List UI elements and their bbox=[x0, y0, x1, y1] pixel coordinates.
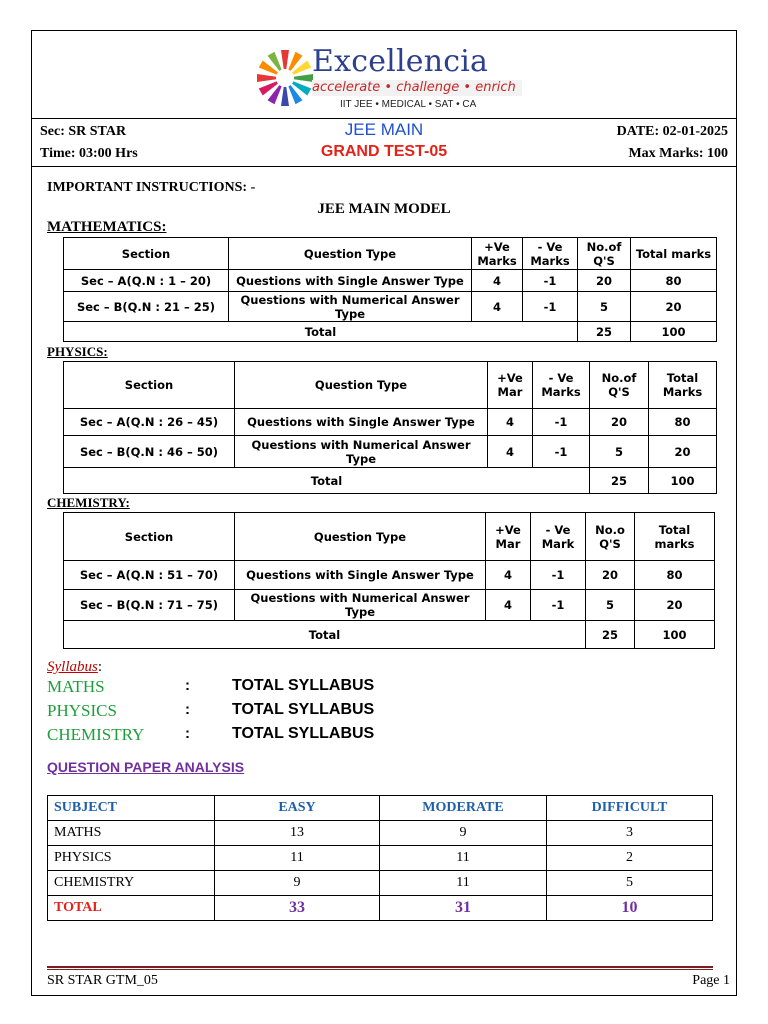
footer-rule-thin bbox=[47, 969, 713, 970]
header-cell: Section bbox=[64, 238, 229, 270]
table-cell: 4 bbox=[488, 436, 533, 468]
table-cell: Questions with Single Answer Type bbox=[235, 409, 488, 436]
header-bottom-rule bbox=[31, 166, 737, 167]
table-row bbox=[64, 292, 717, 322]
header-cell: - Ve Marks bbox=[523, 238, 578, 270]
table-row bbox=[48, 821, 713, 846]
maths-section-table bbox=[63, 237, 717, 342]
physics-section-table bbox=[63, 361, 717, 494]
logo-subtitle: IIT JEE • MEDICAL • SAT • CA bbox=[340, 99, 477, 110]
table-cell: 4 bbox=[472, 292, 523, 322]
header-cell: DIFFICULT bbox=[547, 796, 713, 821]
subject-heading-physics: PHYSICS: bbox=[47, 344, 108, 359]
max-marks-label: Max Marks: 100 bbox=[628, 146, 728, 161]
table-cell: -1 bbox=[533, 409, 590, 436]
table-cell: 9 bbox=[380, 821, 547, 846]
table-cell: Sec – A(Q.N : 26 – 45) bbox=[64, 409, 235, 436]
syllabus-subject: PHYSICS bbox=[47, 701, 117, 720]
total-marks: 100 bbox=[649, 468, 717, 494]
table-cell: Questions with Numerical Answer Type bbox=[235, 436, 488, 468]
table-cell: 9 bbox=[215, 871, 380, 896]
table-row bbox=[48, 871, 713, 896]
total-questions: 25 bbox=[578, 322, 631, 342]
table-cell: 5 bbox=[586, 590, 635, 621]
analysis-total-row bbox=[48, 896, 713, 921]
table-cell: Questions with Single Answer Type bbox=[229, 270, 472, 292]
excellencia-logo bbox=[255, 44, 525, 116]
table-cell: 5 bbox=[590, 436, 649, 468]
table-cell: -1 bbox=[523, 292, 578, 322]
total-marks: 100 bbox=[635, 621, 715, 649]
header-cell: Total marks bbox=[635, 513, 715, 561]
subject-heading-chemistry: CHEMISTRY: bbox=[47, 495, 130, 510]
section-label: Sec: SR STAR bbox=[40, 124, 127, 139]
header-cell: Question Type bbox=[235, 513, 486, 561]
table-cell: 11 bbox=[380, 846, 547, 871]
table-cell: 4 bbox=[488, 409, 533, 436]
header-cell: No.of Q'S bbox=[578, 238, 631, 270]
table-cell: Sec – A(Q.N : 51 – 70) bbox=[64, 561, 235, 590]
table-cell: 20 bbox=[635, 590, 715, 621]
syllabus-label: Syllabus bbox=[47, 659, 98, 675]
header-cell: Section bbox=[64, 362, 235, 409]
page-number: Page 1 bbox=[692, 973, 730, 988]
table-cell: 20 bbox=[590, 409, 649, 436]
table-cell: -1 bbox=[531, 561, 586, 590]
table-row bbox=[64, 561, 715, 590]
table-cell: 20 bbox=[631, 292, 717, 322]
analysis-header-row bbox=[48, 796, 713, 821]
table-total-row bbox=[64, 621, 715, 649]
header-cell: Section bbox=[64, 513, 235, 561]
header-cell: MODERATE bbox=[380, 796, 547, 821]
table-cell: 5 bbox=[547, 871, 713, 896]
table-cell: Sec – B(Q.N : 71 – 75) bbox=[64, 590, 235, 621]
table-cell: 20 bbox=[586, 561, 635, 590]
table-row bbox=[64, 590, 715, 621]
table-cell: Questions with Numerical Answer Type bbox=[229, 292, 472, 322]
table-cell: -1 bbox=[531, 590, 586, 621]
header-cell: SUBJECT bbox=[48, 796, 215, 821]
table-cell: 20 bbox=[649, 436, 717, 468]
model-title: JEE MAIN MODEL bbox=[317, 201, 451, 217]
table-total-row bbox=[64, 468, 717, 494]
syllabus-value: TOTAL SYLLABUS bbox=[232, 701, 375, 718]
table-cell: 11 bbox=[215, 846, 380, 871]
table-cell: 11 bbox=[380, 871, 547, 896]
header-cell: No.o Q'S bbox=[586, 513, 635, 561]
syllabus-subject: MATHS bbox=[47, 677, 105, 696]
analysis-heading: QUESTION PAPER ANALYSIS bbox=[47, 759, 245, 775]
header-top-rule bbox=[31, 118, 737, 119]
header-cell: EASY bbox=[215, 796, 380, 821]
table-row bbox=[48, 846, 713, 871]
header-cell: Question Type bbox=[229, 238, 472, 270]
table-header-row bbox=[64, 362, 717, 409]
table-header-row bbox=[64, 513, 715, 561]
table-row bbox=[64, 409, 717, 436]
table-total-row bbox=[64, 322, 717, 342]
header-cell: +Ve Mar bbox=[486, 513, 531, 561]
table-cell: Sec – B(Q.N : 46 – 50) bbox=[64, 436, 235, 468]
table-cell: Questions with Single Answer Type bbox=[235, 561, 486, 590]
table-cell: 2 bbox=[547, 846, 713, 871]
table-cell: CHEMISTRY bbox=[48, 871, 215, 896]
syllabus-subject: CHEMISTRY bbox=[47, 725, 145, 744]
logo-wordmark: Excellencia bbox=[312, 44, 489, 79]
table-cell: 80 bbox=[635, 561, 715, 590]
header-cell: Question Type bbox=[235, 362, 488, 409]
total-label: TOTAL bbox=[48, 896, 215, 921]
table-cell: -1 bbox=[533, 436, 590, 468]
table-cell: Sec – A(Q.N : 1 – 20) bbox=[64, 270, 229, 292]
header-cell: +Ve Mar bbox=[488, 362, 533, 409]
syllabus-colon: : bbox=[185, 701, 190, 718]
table-cell: MATHS bbox=[48, 821, 215, 846]
table-header-row bbox=[64, 238, 717, 270]
chemistry-section-table bbox=[63, 512, 715, 649]
table-row bbox=[64, 270, 717, 292]
table-cell: 4 bbox=[486, 561, 531, 590]
total-moderate: 31 bbox=[380, 896, 547, 921]
table-cell: 5 bbox=[578, 292, 631, 322]
instructions-heading: IMPORTANT INSTRUCTIONS: - bbox=[47, 180, 256, 195]
table-cell: 80 bbox=[649, 409, 717, 436]
total-questions: 25 bbox=[586, 621, 635, 649]
total-difficult: 10 bbox=[547, 896, 713, 921]
time-label: Time: 03:00 Hrs bbox=[40, 146, 138, 161]
total-label: Total bbox=[64, 621, 586, 649]
footer-rule bbox=[47, 966, 713, 968]
table-cell: Questions with Numerical Answer Type bbox=[235, 590, 486, 621]
syllabus-colon: : bbox=[185, 677, 190, 694]
total-label: Total bbox=[64, 468, 590, 494]
header-cell: Total marks bbox=[631, 238, 717, 270]
test-title: GRAND TEST-05 bbox=[320, 143, 448, 160]
header-cell: +Ve Marks bbox=[472, 238, 523, 270]
table-cell: 80 bbox=[631, 270, 717, 292]
table-cell: 13 bbox=[215, 821, 380, 846]
header-cell: Total Marks bbox=[649, 362, 717, 409]
table-cell: -1 bbox=[523, 270, 578, 292]
total-questions: 25 bbox=[590, 468, 649, 494]
total-easy: 33 bbox=[215, 896, 380, 921]
syllabus-value: TOTAL SYLLABUS bbox=[232, 725, 375, 742]
syllabus-heading: Syllabus: bbox=[47, 659, 103, 675]
subject-heading-maths: MATHEMATICS: bbox=[47, 219, 167, 235]
syllabus-value: TOTAL SYLLABUS bbox=[232, 677, 375, 694]
logo-tagline: accelerate • challenge • enrich bbox=[312, 80, 522, 96]
table-cell: 20 bbox=[578, 270, 631, 292]
table-cell: Sec – B(Q.N : 21 – 25) bbox=[64, 292, 229, 322]
exam-title: JEE MAIN bbox=[344, 120, 424, 139]
logo-swirl-icon bbox=[255, 46, 313, 110]
table-cell: 3 bbox=[547, 821, 713, 846]
total-marks: 100 bbox=[631, 322, 717, 342]
table-cell: 4 bbox=[472, 270, 523, 292]
date-label: DATE: 02-01-2025 bbox=[616, 124, 728, 139]
table-cell: PHYSICS bbox=[48, 846, 215, 871]
table-cell: 4 bbox=[486, 590, 531, 621]
header-cell: - Ve Marks bbox=[533, 362, 590, 409]
header-cell: No.of Q'S bbox=[590, 362, 649, 409]
syllabus-colon: : bbox=[185, 725, 190, 742]
header-cell: - Ve Mark bbox=[531, 513, 586, 561]
analysis-table bbox=[47, 795, 713, 921]
table-row bbox=[64, 436, 717, 468]
total-label: Total bbox=[64, 322, 578, 342]
footer-left: SR STAR GTM_05 bbox=[47, 973, 158, 988]
